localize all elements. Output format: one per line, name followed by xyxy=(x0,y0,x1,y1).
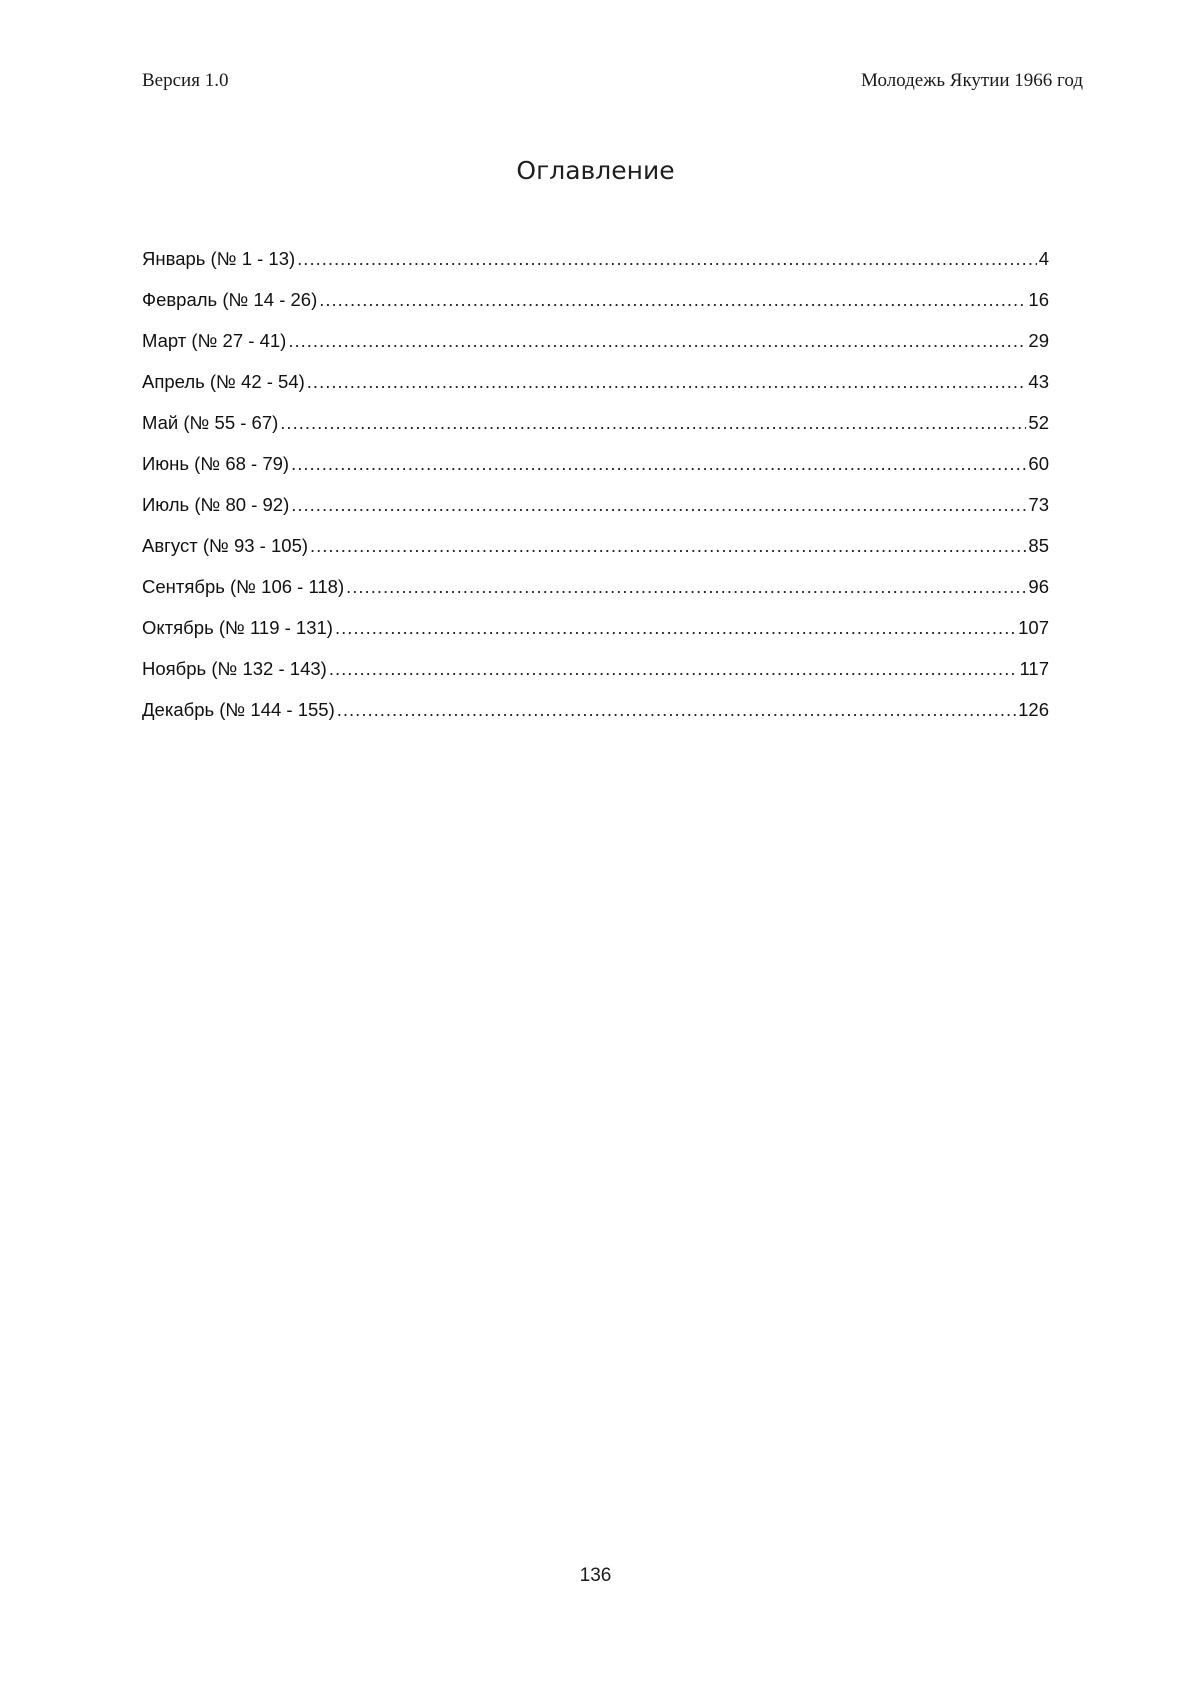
toc-entry-page: 43 xyxy=(1028,371,1049,392)
toc-entry-june[interactable] xyxy=(142,453,1049,494)
toc-entry-page: 73 xyxy=(1028,494,1049,515)
toc-entry-label: Сентябрь (№ 106 - 118) xyxy=(142,576,345,597)
header-publication-title: Молодежь Якутии 1966 год xyxy=(861,70,1083,91)
toc-leader-dots xyxy=(280,412,1026,431)
toc-leader-dots xyxy=(337,699,1016,718)
page-title: Оглавление xyxy=(516,156,675,185)
toc-leader-dots xyxy=(329,658,1018,677)
toc-entry-september[interactable] xyxy=(142,576,1049,617)
toc-entry-label: Август (№ 93 - 105) xyxy=(142,535,309,556)
toc-entry-march[interactable] xyxy=(142,330,1049,371)
toc-entry-december[interactable] xyxy=(142,699,1049,740)
toc-leader-dots xyxy=(310,535,1026,554)
toc-entry-page: 4 xyxy=(1038,248,1049,269)
toc-entry-label: Март (№ 27 - 41) xyxy=(142,330,287,351)
toc-entry-may[interactable] xyxy=(142,412,1049,453)
toc-entry-page: 52 xyxy=(1028,412,1049,433)
toc-entry-page: 85 xyxy=(1028,535,1049,556)
toc-leader-dots xyxy=(335,617,1016,636)
toc-entry-page: 60 xyxy=(1028,453,1049,474)
toc-entry-january[interactable] xyxy=(142,248,1049,289)
toc-entry-november[interactable] xyxy=(142,658,1049,699)
toc-entry-label: Октябрь (№ 119 - 131) xyxy=(142,617,333,638)
toc-leader-dots xyxy=(291,453,1026,472)
toc-entry-label: Декабрь (№ 144 - 155) xyxy=(142,699,335,720)
toc-entry-label: Февраль (№ 14 - 26) xyxy=(142,289,318,310)
toc-entry-label: Январь (№ 1 - 13) xyxy=(142,248,296,269)
toc-entry-label: Июнь (№ 68 - 79) xyxy=(142,453,290,474)
toc-entry-april[interactable] xyxy=(142,371,1049,412)
toc-entry-page: 29 xyxy=(1028,330,1049,351)
toc-leader-dots xyxy=(297,248,1037,267)
toc-leader-dots xyxy=(288,330,1026,349)
toc-entry-label: Май (№ 55 - 67) xyxy=(142,412,279,433)
page-number: 136 xyxy=(579,1565,612,1586)
toc-entry-page: 126 xyxy=(1018,699,1049,720)
toc-entry-october[interactable] xyxy=(142,617,1049,658)
toc-entry-july[interactable] xyxy=(142,494,1049,535)
toc-leader-dots xyxy=(319,289,1026,308)
toc-entry-august[interactable] xyxy=(142,535,1049,576)
toc-leader-dots xyxy=(346,576,1026,595)
toc-entry-label: Июль (№ 80 - 92) xyxy=(142,494,290,515)
toc-entry-page: 107 xyxy=(1018,617,1049,638)
toc-entry-february[interactable] xyxy=(142,289,1049,330)
toc-entry-page: 16 xyxy=(1028,289,1049,310)
toc-entry-page: 96 xyxy=(1028,576,1049,597)
toc-entry-page: 117 xyxy=(1019,658,1049,679)
header-version: Версия 1.0 xyxy=(142,70,229,91)
table-of-contents xyxy=(142,248,1049,740)
toc-leader-dots xyxy=(307,371,1027,390)
toc-entry-label: Апрель (№ 42 - 54) xyxy=(142,371,305,392)
toc-leader-dots xyxy=(291,494,1026,513)
toc-entry-label: Ноябрь (№ 132 - 143) xyxy=(142,658,327,679)
